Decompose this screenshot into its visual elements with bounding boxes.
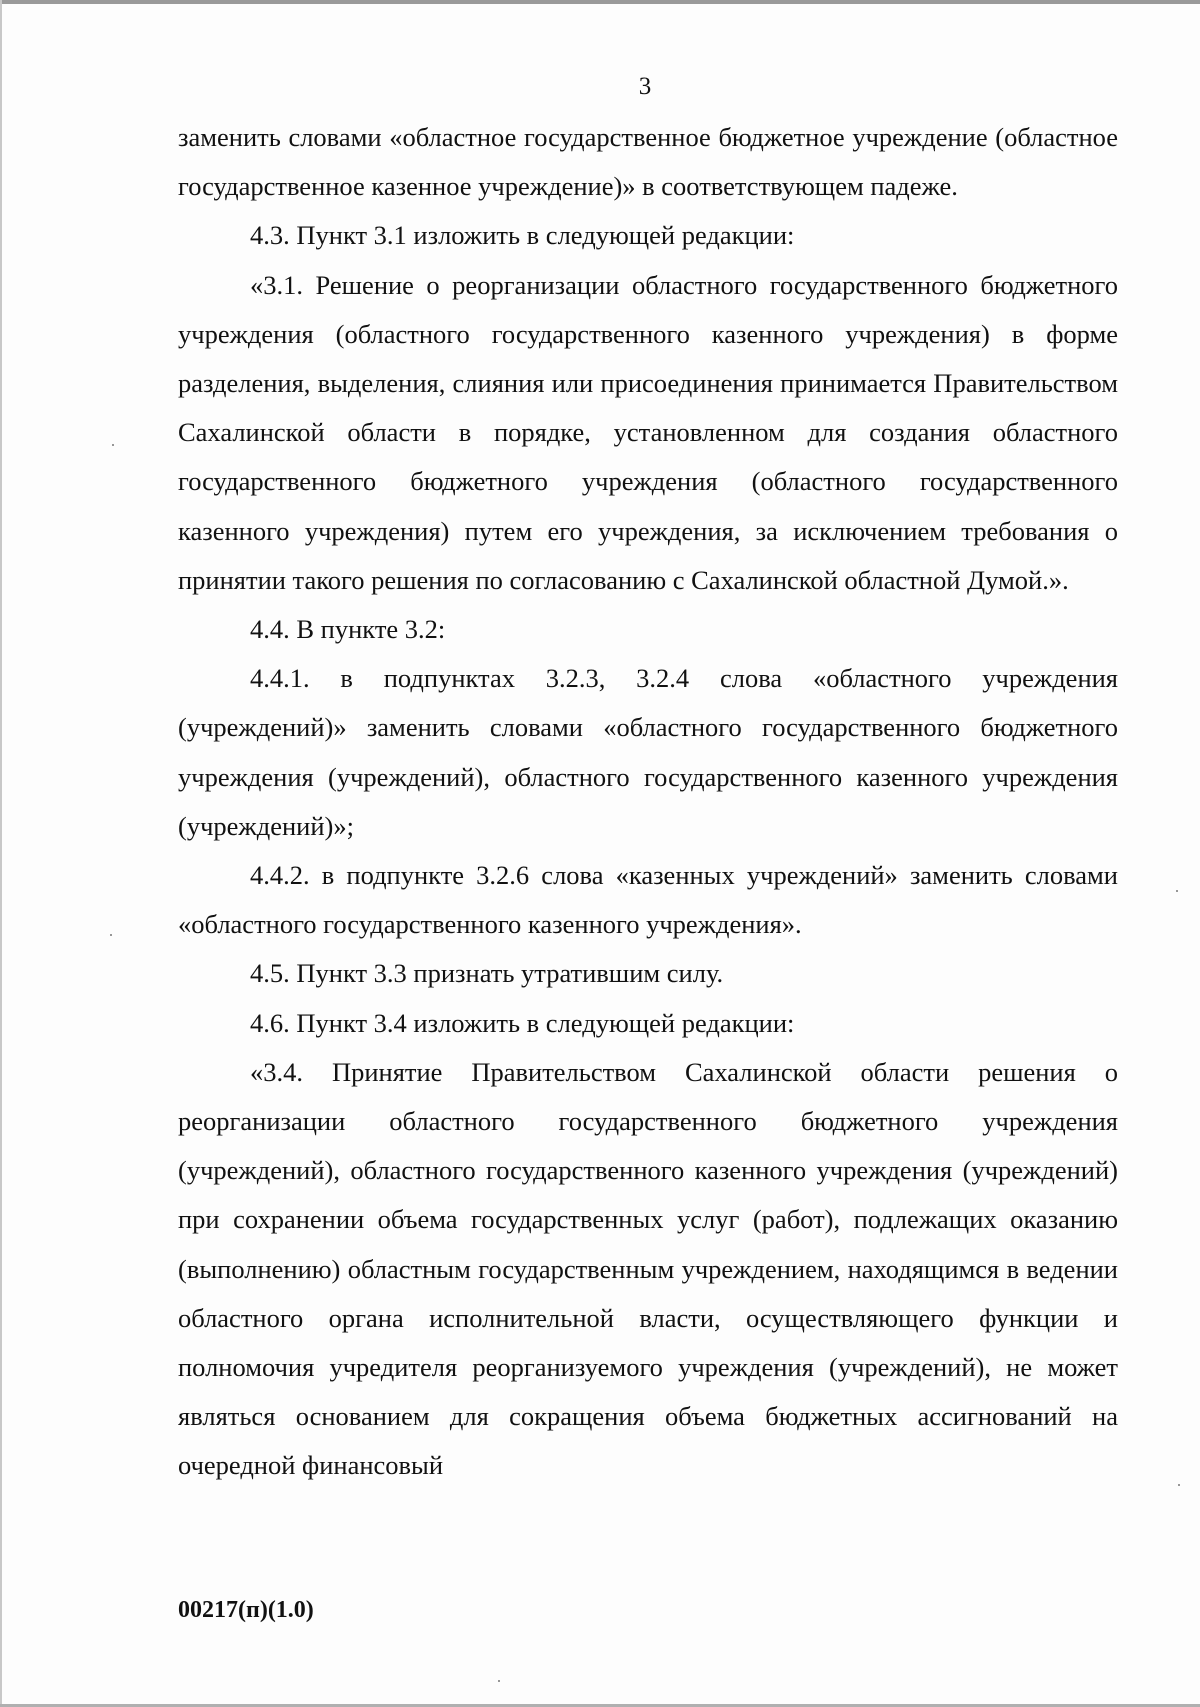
paragraph-4-5: 4.5. Пункт 3.3 признать утратившим силу. [250,958,724,989]
scan-top-edge [0,0,1200,4]
scan-speck [110,934,112,936]
paragraph-3-1-text: «3.1. Решение о реорганизации областного государственного бюджетного учреждения (областного государственного казенного учреждения) в форме разделения, выделения, слияния или присоединения принимается Правительством Сахалинской области в порядке, установленном для создания областного государственного бюджетного учреждения (областного государственного казенного учреждения) путем его учреждения, за исключением требования о принятии такого решения по согласованию с Сахалинской областной Думой.». [178,269,1118,595]
paragraph-3-4-text: «3.4. Принятие Правительством Сахалинской области решения о реорганизации областного государственного бюджетного учреждения (учреждений), областного государственного казенного учреждения (учреждений) при сохранении объема государственных услуг (работ), подлежащих оказанию (выполнению) областным государственным учреждением, находящимся в ведении областного органа исполнительной власти, осуществляющего функции и полномочия учредителя реорганизуемого учреждения (учреждений), не может являться основанием для сокращения объема бюджетных ассигнований на очередной финансовый [178,1056,1118,1481]
paragraph-4-4-2: 4.4.2. в подпункте 3.2.6 слова «казенных учреждений» заменить словами «областного государственного казенного учреждения». [178,860,1118,940]
scan-speck [112,444,114,446]
paragraph-4-6: 4.6. Пункт 3.4 изложить в следующей редакции: [250,1007,795,1038]
paragraph-4-4: 4.4. В пункте 3.2: [250,614,446,645]
paragraph-continuation: заменить словами «областное государственное бюджетное учреждение (областное государственное казенное учреждение)» в соответствующем падеже. [178,122,1118,202]
paragraph-4-3: 4.3. Пункт 3.1 изложить в следующей редакции: [250,220,795,251]
scan-left-edge [0,0,2,1707]
paragraph-4-4-1: 4.4.1. в подпунктах 3.2.3, 3.2.4 слова «областного учреждения (учреждений)» заменить словами «областного государственного бюджетного учреждения (учреждений), областного государственного казенного учреждения (учреждений)»; [178,663,1118,841]
document-body [178,113,1118,1491]
scan-speck [498,1680,500,1682]
page-number: 3 [638,73,652,100]
scan-speck [1176,890,1178,892]
document-code: 00217(п)(1.0) [178,1597,314,1623]
scan-speck [1178,1484,1180,1486]
